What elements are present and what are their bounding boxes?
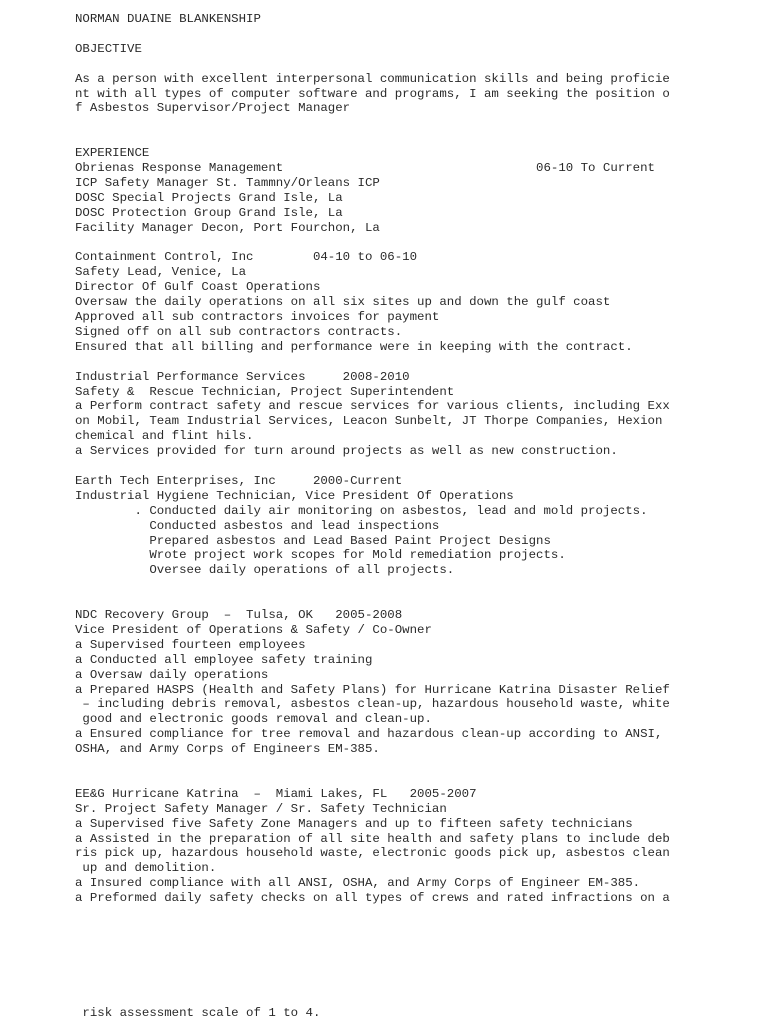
resume-line: good and electronic goods removal and clean-up. xyxy=(75,712,432,727)
resume-line: Safety & Rescue Technician, Project Superintendent xyxy=(75,384,455,399)
resume-line: Signed off on all sub contractors contracts. xyxy=(75,324,403,339)
resume-line: Oversaw the daily operations on all six sites up and down the gulf coast xyxy=(75,295,611,310)
resume-line: a Preformed daily safety checks on all types of crews and rated infractions on a xyxy=(75,891,670,906)
resume-line: Obrienas Response Management 06-10 To Current xyxy=(75,161,655,175)
resume-line: EE&G Hurricane Katrina – Miami Lakes, FL 2005-2007 xyxy=(75,786,477,801)
resume-line: f Asbestos Supervisor/Project Manager xyxy=(75,101,351,116)
resume-line: Sr. Project Safety Manager / Sr. Safety Technician xyxy=(75,801,447,816)
resume-line: a Insured compliance with all ANSI, OSHA, and Army Corps of Engineer EM-385. xyxy=(75,876,641,891)
resume-line: Ensured that all billing and performance were in keeping with the contract. xyxy=(75,339,633,354)
resume-line: – including debris removal, asbestos clean-up, hazardous household waste, white xyxy=(75,697,670,712)
resume-line: on Mobil, Team Industrial Services, Leacon Sunbelt, JT Thorpe Companies, Hexion xyxy=(75,414,663,429)
resume-line: EXPERIENCE xyxy=(75,146,150,161)
resume-line: Prepared asbestos and Lead Based Paint Project Designs xyxy=(75,533,551,548)
resume-line: Safety Lead, Venice, La xyxy=(75,265,247,280)
resume-line: a Oversaw daily operations xyxy=(75,667,269,682)
resume-line: a Ensured compliance for tree removal and hazardous clean-up according to ANSI, xyxy=(75,727,663,742)
resume-line: OBJECTIVE xyxy=(75,41,142,56)
resume-line: a Assisted in the preparation of all site health and safety plans to include deb xyxy=(75,831,670,846)
resume-line: DOSC Protection Group Grand Isle, La xyxy=(75,205,343,220)
resume-line: up and demolition. xyxy=(75,861,217,876)
resume-line: Conducted asbestos and lead inspections xyxy=(75,518,440,533)
resume-line: Vice President of Operations & Safety / Co-Owner xyxy=(75,622,432,637)
resume-line: . Conducted daily air monitoring on asbestos, lead and mold projects. xyxy=(75,503,648,518)
resume-line: a Perform contract safety and rescue services for various clients, including Exx xyxy=(75,399,670,414)
resume-line: As a person with excellent interpersonal communication skills and being proficie xyxy=(75,71,670,86)
resume-line: Oversee daily operations of all projects. xyxy=(75,563,455,578)
resume-line: chemical and flint hils. xyxy=(75,429,254,444)
resume-line: a Prepared HASPS (Health and Safety Plans) for Hurricane Katrina Disaster Relief xyxy=(75,682,670,697)
resume-line: ris pick up, hazardous household waste, electronic goods pick up, asbestos clean xyxy=(75,846,670,861)
resume-line: a Conducted all employee safety training xyxy=(75,652,373,667)
resume-line: Industrial Hygiene Technician, Vice President Of Operations xyxy=(75,488,514,503)
resume-line: nt with all types of computer software and programs, I am seeking the position o xyxy=(75,86,670,101)
resume-footer-line: risk assessment scale of 1 to 4. xyxy=(75,1006,321,1020)
resume-line: Earth Tech Enterprises, Inc 2000-Current xyxy=(75,473,403,488)
resume-line: Industrial Performance Services 2008-2010 xyxy=(75,369,410,384)
resume-line: Director Of Gulf Coast Operations xyxy=(75,280,321,295)
resume-line: Containment Control, Inc 04-10 to 06-10 xyxy=(75,250,418,265)
resume-line: a Supervised fourteen employees xyxy=(75,637,306,652)
resume-line: Wrote project work scopes for Mold remediation projects. xyxy=(75,548,566,563)
resume-line: a Services provided for turn around projects as well as new construction. xyxy=(75,444,618,459)
resume-line: Approved all sub contractors invoices for payment xyxy=(75,310,440,324)
resume-line: NORMAN DUAINE BLANKENSHIP xyxy=(75,12,261,26)
resume-line: Facility Manager Decon, Port Fourchon, La xyxy=(75,220,380,235)
resume-line: ICP Safety Manager St. Tammny/Orleans ICP xyxy=(75,175,380,190)
resume-line: DOSC Special Projects Grand Isle, La xyxy=(75,190,343,205)
resume-line: a Supervised five Safety Zone Managers and up to fifteen safety technicians xyxy=(75,816,633,831)
resume-line: NDC Recovery Group – Tulsa, OK 2005-2008 xyxy=(75,608,403,622)
resume-line: OSHA, and Army Corps of Engineers EM-385. xyxy=(75,742,380,757)
